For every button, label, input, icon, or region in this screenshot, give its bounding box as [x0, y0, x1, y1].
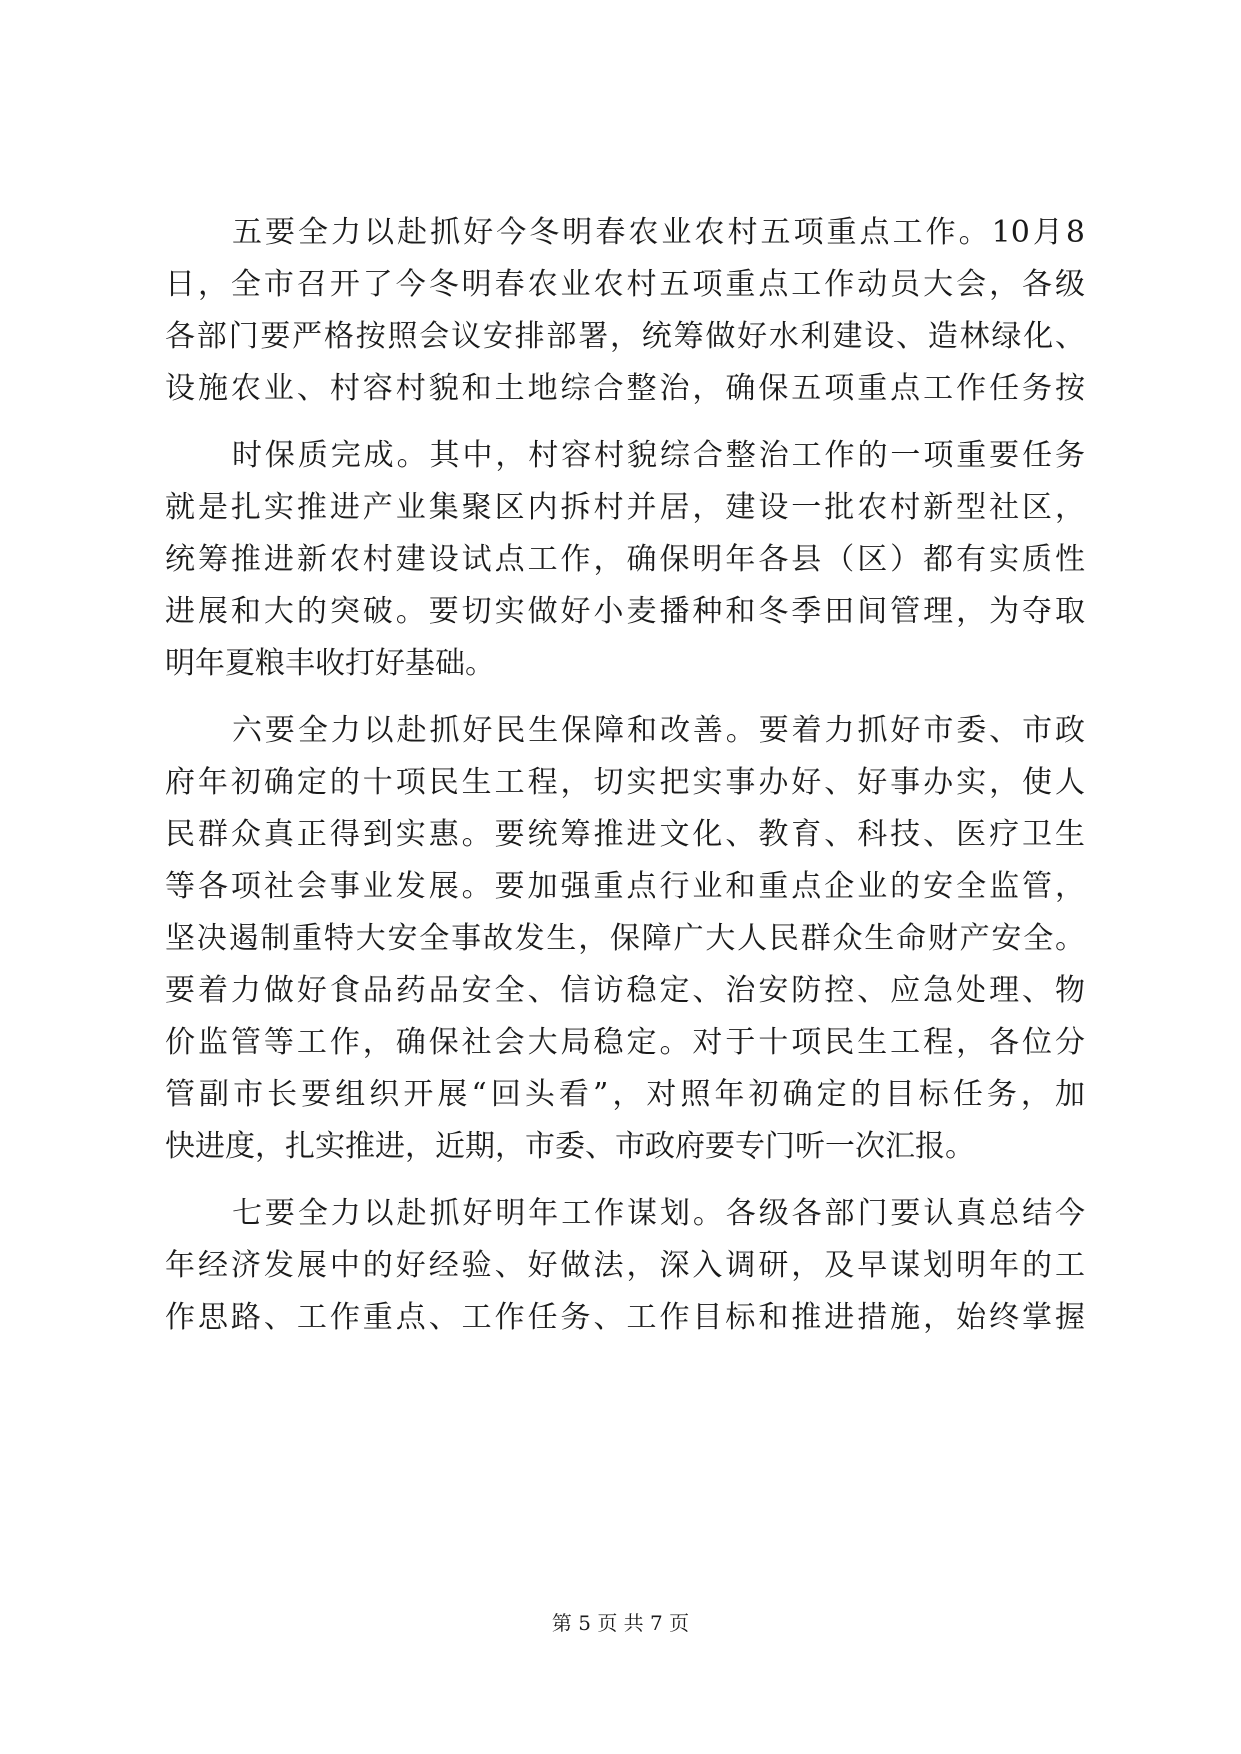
paragraph-line: 要着力做好食品药品安全、信访稳定、治安防控、应急处理、物 [165, 973, 1085, 1008]
paragraph-line: 设施农业、村容村貌和土地综合整治，确保五项重点工作任务按 [165, 371, 1085, 406]
paragraph-line: 作思路、工作重点、工作任务、工作目标和推进措施，始终掌握 [165, 1300, 1085, 1335]
paragraph-line: 明年夏粮丰收打好基础。 [165, 646, 495, 681]
paragraph-line: 时保质完成。其中，村容村貌综合整治工作的一项重要任务 [232, 438, 1085, 473]
paragraph-line: 府年初确定的十项民生工程，切实把实事办好、好事办实，使人 [165, 765, 1085, 800]
paragraph-line: 统筹推进新农村建设试点工作，确保明年各县（区）都有实质性 [165, 542, 1085, 577]
paragraph-line: 年经济发展中的好经验、好做法，深入调研，及早谋划明年的工 [165, 1248, 1085, 1283]
paragraph-line: 快进度，扎实推进，近期，市委、市政府要专门听一次汇报。 [165, 1129, 975, 1164]
paragraph-line: 各部门要严格按照会议安排部署，统筹做好水利建设、造林绿化、 [165, 319, 1085, 354]
paragraph-line: 六要全力以赴抓好民生保障和改善。要着力抓好市委、市政 [232, 713, 1085, 748]
paragraph-line: 进展和大的突破。要切实做好小麦播种和冬季田间管理，为夺取 [165, 594, 1085, 629]
paragraph-line: 七要全力以赴抓好明年工作谋划。各级各部门要认真总结今 [232, 1196, 1085, 1231]
paragraph-line: 等各项社会事业发展。要加强重点行业和重点企业的安全监管， [165, 869, 1085, 904]
paragraph-line: 民群众真正得到实惠。要统筹推进文化、教育、科技、医疗卫生 [165, 817, 1085, 852]
paragraph-line: 就是扎实推进产业集聚区内拆村并居，建设一批农村新型社区， [165, 490, 1085, 525]
page-number-footer: 第 5 页 共 7 页 [551, 1611, 690, 1635]
paragraph-line: 五要全力以赴抓好今冬明春农业农村五项重点工作。10月8 [232, 215, 1085, 250]
paragraph-line: 日，全市召开了今冬明春农业农村五项重点工作动员大会，各级 [165, 267, 1085, 302]
paragraph-line: 价监管等工作，确保社会大局稳定。对于十项民生工程，各位分 [165, 1025, 1085, 1060]
paragraph-line: 坚决遏制重特大安全事故发生，保障广大人民群众生命财产安全。 [165, 921, 1085, 956]
paragraph-line: 管副市长要组织开展“回头看”，对照年初确定的目标任务，加 [165, 1077, 1085, 1112]
